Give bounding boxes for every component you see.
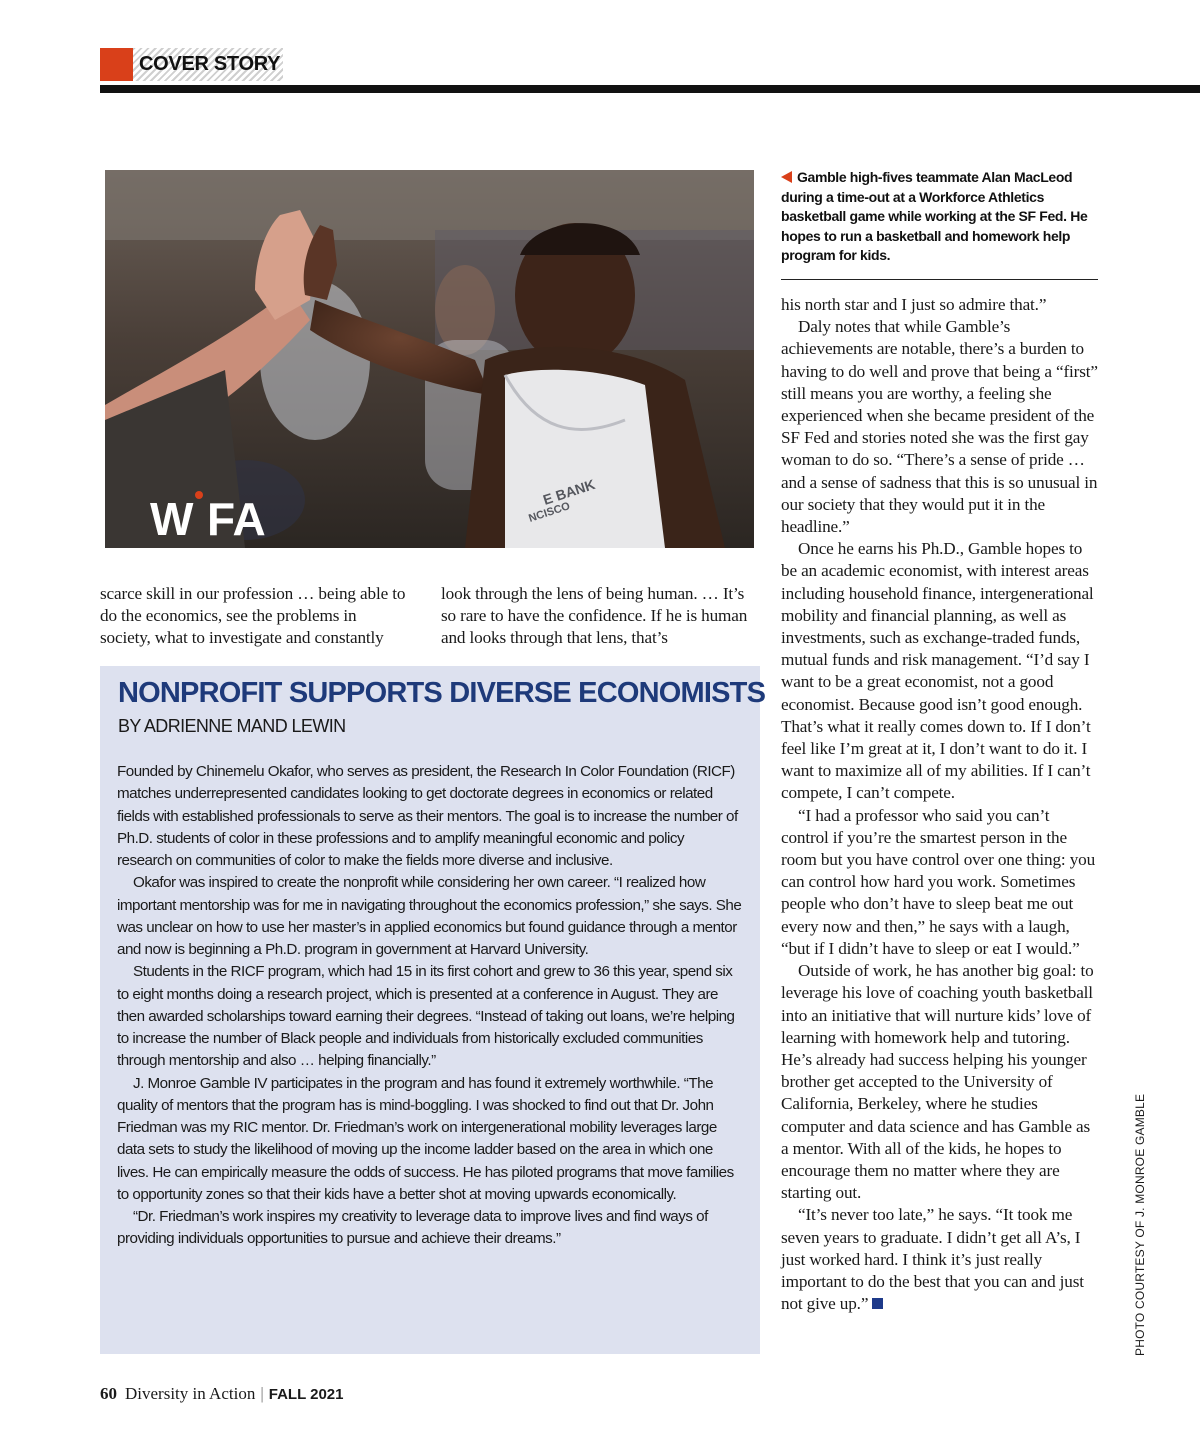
caption-arrow-icon bbox=[781, 171, 792, 183]
sidebar-paragraph: Founded by Chinemelu Okafor, who serves as president, the Research In Color Foundation (RICF) matches underrepresented candidates looking to get doctorate degrees in economics or related fields with established professionals to serve as their mentors. The goal is to increase the number of Ph.D. students of color in these professions and to amplify meaningful economic and policy research on communities of color to make the fields more diverse and inclusive. bbox=[117, 763, 738, 869]
body-paragraph-text: “It’s never too late,” he says. “It took me seven years to graduate. I didn’t get all A’s, I just worked hard. I think it’s just really important to do the best that you can and just not give up.” bbox=[781, 1205, 1084, 1314]
body-column-3 bbox=[781, 294, 1101, 1315]
section-label-box bbox=[133, 48, 283, 81]
end-mark-icon bbox=[872, 1298, 883, 1309]
sidebar-paragraph: J. Monroe Gamble IV participates in the program and has found it extremely worthwhile. “The quality of mentors that the program has is mind-boggling. I was shocked to find out that Dr. John Friedman was my RIC mentor. Dr. Friedman’s work on intergenerational mobility leverages large data sets to study the likelihood of moving up the income ladder based on the area in which one lives. He can empirically measure the odds of success. He has piloted programs that move families to opportunity zones so that their kids have a better shot at moving upwards economically. bbox=[117, 1074, 734, 1203]
wfa-logo: W bbox=[150, 493, 195, 545]
section-marker bbox=[100, 48, 133, 81]
body-paragraph: look through the lens of being human. … It’s so rare to have the confidence. If he is human and looks through that lens, that’s bbox=[441, 584, 748, 648]
photo-credit: PHOTO COURTESY OF J. MONROE GAMBLE bbox=[1133, 1093, 1147, 1356]
sidebar-body bbox=[117, 761, 742, 1251]
body-paragraph: his north star and I just so admire that.” bbox=[781, 295, 1047, 314]
footer-separator: | bbox=[260, 1384, 264, 1403]
sidebar-byline: BY ADRIENNE MAND LEWIN bbox=[118, 716, 346, 736]
svg-text:E BANK: E BANK bbox=[540, 476, 597, 508]
sidebar-paragraph: “Dr. Friedman’s work inspires my creativity to leverage data to improve lives and find ways of providing individuals opportunities to pursue and achieve their dreams.” bbox=[117, 1208, 708, 1248]
basketball-photo bbox=[105, 170, 754, 548]
section-label: COVER STORY bbox=[139, 53, 281, 75]
photo-caption bbox=[781, 168, 1091, 266]
body-column-1 bbox=[100, 583, 410, 650]
sidebar-paragraph: Okafor was inspired to create the nonprofit while considering her own career. “I realized how important mentorship was for me in navigating throughout the economics profession,” she says. She was unclear on how to use her master’s in applied economics but found guidance through a mentor and now is beginning a Ph.D. program in government at Harvard University. bbox=[117, 874, 742, 958]
body-paragraph: “I had a professor who said you can’t control if you’re the smartest person in the room but you have control over one thing: you can control how hard you work. Sometimes people who don’t have to sleep beat me out every now and then,” he says with a laugh, “but if I didn’t have to sleep or eat I would.” bbox=[781, 805, 1096, 958]
body-paragraph: Once he earns his Ph.D., Gamble hopes to be an academic economist, with interest areas including household finance, intergenerational mobility and financial planning, as well as investments, such as exchange-traded funds, mutual funds and risk management. “I’d say I want to be a great economist, not a good economist. Because good isn’t good enough. That’s what it really comes down to. If I don’t feel like I’m great at it, I don’t want to do it. I want to maximize all of my abilities. If I can’t compete, I can’t compete. bbox=[781, 539, 1094, 803]
body-paragraph-last bbox=[781, 1204, 1101, 1315]
page-number: 60 bbox=[100, 1384, 117, 1403]
body-paragraph: Outside of work, he has another big goal: to leverage his love of coaching youth basketball into an initiative that will nurture kids’ love of learning with homework help and tutoring. He’s already had success helping his younger brother get accepted to the University of California, Berkeley, where he studies computer and data science and has Gamble as a mentor. With all of the kids, he hopes to encourage them no matter where they are starting out. bbox=[781, 961, 1094, 1203]
publication-name: Diversity in Action bbox=[125, 1384, 256, 1403]
sidebar-box bbox=[100, 666, 766, 1354]
caption-text: Gamble high-fives teammate Alan MacLeod during a time-out at a Workforce Athletics basketball game while working at the SF Fed. He hopes to run a basketball and homework help program for kids. bbox=[781, 169, 1088, 264]
caption-rule bbox=[781, 279, 1098, 280]
issue-label: FALL 2021 bbox=[268, 1386, 344, 1403]
body-column-2 bbox=[441, 583, 751, 650]
svg-text:NCISCO: NCISCO bbox=[527, 500, 572, 525]
body-paragraph: Daly notes that while Gamble’s achievements are notable, there’s a burden to having to do well and prove that being a “first” still means you are worthy, a feeling she experienced when she became president of the SF Fed and stories noted she was the first gay woman to do so. “There’s a sense of pride … and a sense of sadness that this is so unusual in our society that they would put it in the headline.” bbox=[781, 317, 1098, 537]
svg-text:FA: FA bbox=[207, 493, 266, 545]
sidebar-title: NONPROFIT SUPPORTS DIVERSE ECONOMISTS bbox=[118, 677, 766, 709]
body-paragraph: scarce skill in our profession … being able to do the economics, see the problems in society, what to investigate and constantly bbox=[100, 584, 406, 648]
sidebar-paragraph: Students in the RICF program, which had 15 in its first cohort and grew to 36 this year, spend six to eight months doing a research project, which is presented at a conference in August. They are then awarded scholarships toward earning their degrees. “Instead of taking out loans, we’re helping to increase the number of Black people and individuals from historically excluded communities through mentorship and also … helping financially.” bbox=[117, 963, 735, 1070]
page-footer bbox=[100, 1384, 344, 1404]
header-rule bbox=[100, 85, 1200, 93]
